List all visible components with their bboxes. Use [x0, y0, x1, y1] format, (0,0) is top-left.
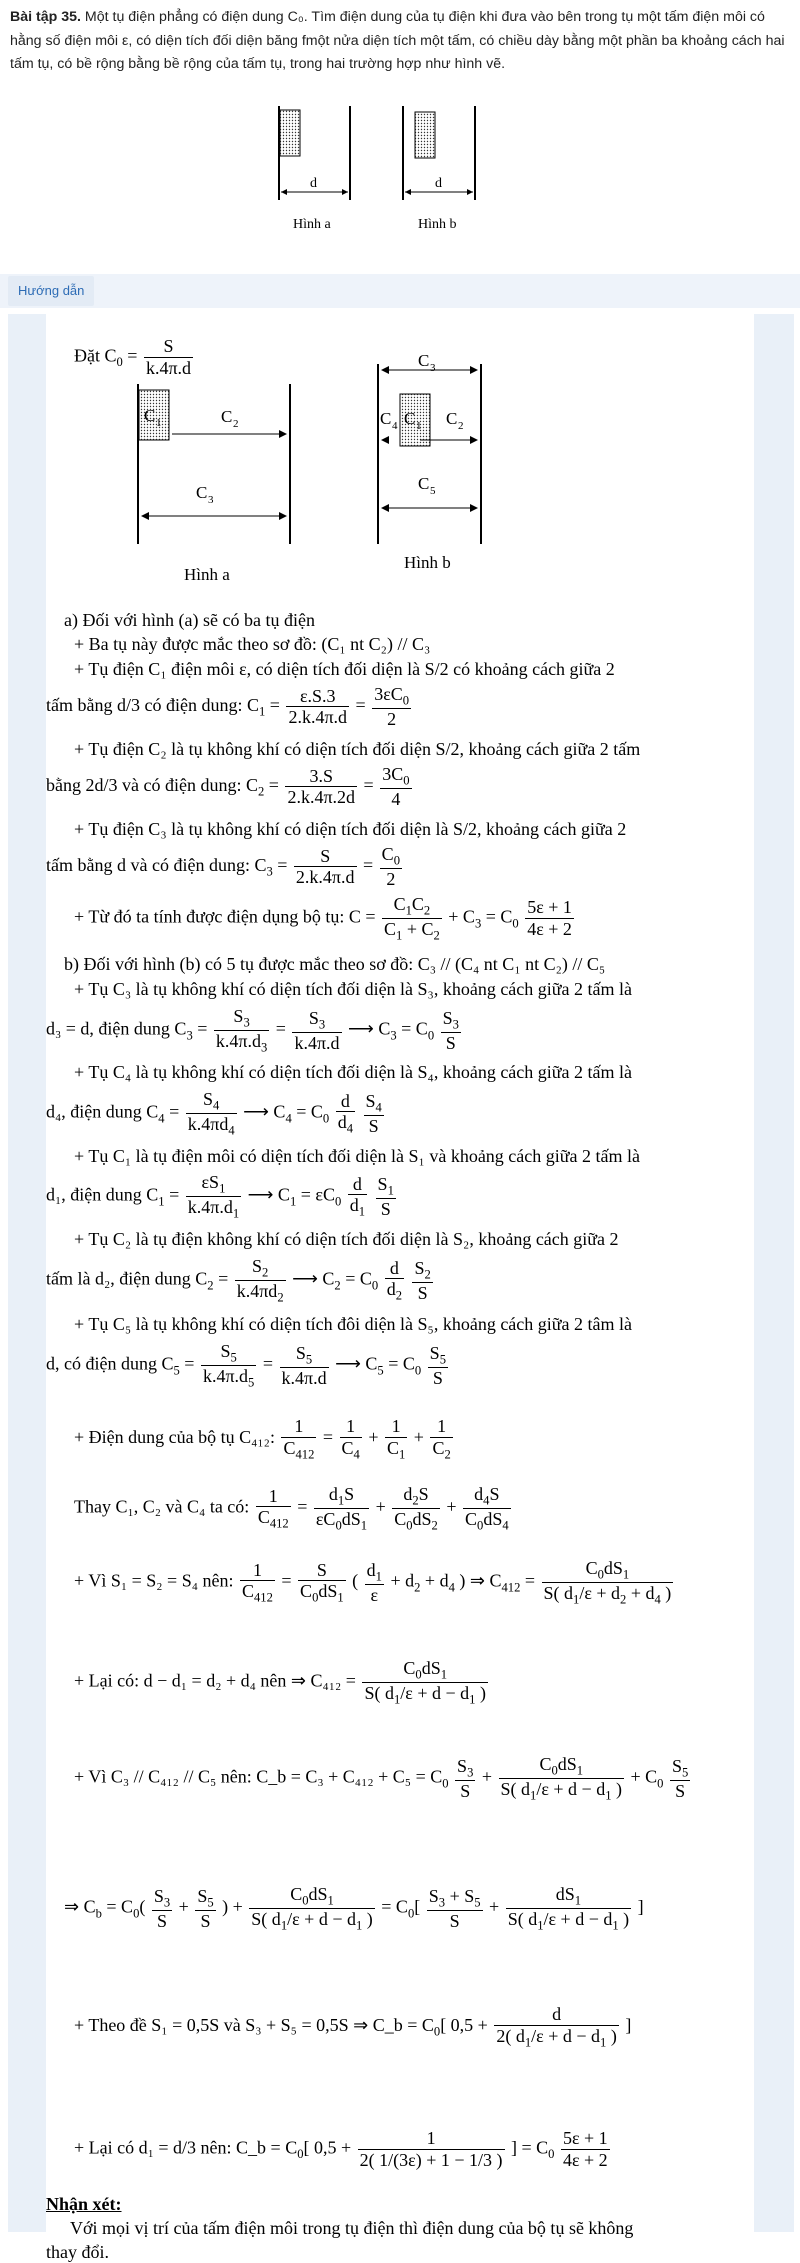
- part-a-title: a) Đối với hình (a) sẽ có ba tụ điện: [64, 610, 315, 630]
- fig-a-label: Hình a: [293, 217, 331, 232]
- part-b-6: + Điện dung của bộ tụ C₄₁₂: $\frac{1}{C_{412}}$ = $\frac{1}{C_4}$ + $\frac{1}{C_1}$ + $\frac{1}{C_2}$: [74, 1416, 451, 1462]
- part-b-5a: + Tụ C₅ là tụ không khí có diện tích đôi diện là S₅, khoảng cách giữa 2 tâm là: [74, 1314, 633, 1334]
- fig-a-d: d: [310, 176, 317, 191]
- part-a-2a: + Tụ điện C₁ điện môi ε, có diện tích đối diện là S/2 có khoảng cách giữa 2: [74, 659, 615, 679]
- part-b-4b: tấm là d₂, điện dung $C_2$ = $\frac{S_2}{k.4\pi d_2}$ ⟶ $C_2 = C_0$ $\frac{d}{d_2}$ $\frac{S_2}{S}$: [46, 1256, 431, 1305]
- problem-label: Bài tập 35.: [10, 9, 81, 25]
- part-b-4a: + Tụ C₂ là tụ điện không khí có diện tích đối diện là S₂, khoảng cách giữa 2: [74, 1229, 619, 1249]
- solution-figures: [116, 351, 616, 594]
- svg-text:2: 2: [458, 420, 464, 432]
- svg-text:C: C: [380, 409, 392, 428]
- part-a-5: + Từ đó ta tính được điện dụng bộ tụ: C = $\frac{C_1C_2}{C_1 + C_2}$ + $C_3 = C_0$ $\frac{5\varepsilon + 1}{4\varepsilon + 2}$: [74, 894, 572, 943]
- problem-statement: [10, 6, 785, 77]
- part-b-3b: d₁, điện dung $C_1$ = $\frac{\varepsilon S_1}{k.4\pi.d_1}$ ⟶ $C_1 = \varepsilon C_0$ $\frac{d}{d_1}$ $\frac{S_1}{S}$: [46, 1172, 394, 1221]
- part-b-3a: + Tụ C₁ là tụ điện môi có diện tích đối diện là S₁ và khoảng cách giữa 2 tấm là: [74, 1146, 640, 1166]
- part-b-1b: d₃ = d, điện dung $C_3$ = $\frac{S_3}{k.4\pi.d_3}$ = $\frac{S_3}{k.4\pi.d}$ ⟶ $C_3 = C_0$ $\frac{S_3}{S}$: [46, 1006, 459, 1055]
- part-a-4a: + Tụ điện C₃ là tụ không khí có diện tích đối diện là S/2, khoảng cách giữa 2: [74, 819, 627, 839]
- figure-a: [279, 106, 350, 232]
- svg-text:C: C: [196, 483, 208, 502]
- svg-text:C: C: [221, 407, 233, 426]
- svg-text:C: C: [418, 474, 430, 493]
- svg-text:5: 5: [430, 485, 436, 497]
- note-text-1: Với mọi vị trí của tấm điện môi trong tụ điện thì điện dung của bộ tụ sẽ không: [70, 2218, 634, 2238]
- guide-button[interactable]: Hướng dẫn: [8, 276, 94, 306]
- svg-text:C: C: [404, 409, 416, 428]
- part-a-2b: tấm bằng d/3 có điện dung: $C_1$ = $\frac{\varepsilon.S.3}{2.k.4\pi.d}$ = $\frac{3\varepsilon C_0}{2}$: [46, 684, 410, 730]
- note-title: Nhận xét:: [46, 2194, 122, 2214]
- part-b-5b: d, có điện dung $C_5$ = $\frac{S_5}{k.4\pi.d_5}$ = $\frac{S_5}{k.4\pi.d}$ ⟶ $C_5 = C_0$ $\frac{S_5}{S}$: [46, 1341, 446, 1390]
- part-b-12: + Theo đề S₁ = 0,5S và S₃ + S₅ = 0,5S ⇒ C_b = $C_0$[ 0,5 + $\frac{d}{2( d_1/\varepsilon + d - d_1 )}$ ]: [74, 2004, 632, 2050]
- svg-text:C: C: [144, 406, 156, 425]
- part-a-3b: bằng 2d/3 và có điện dung: $C_2$ = $\frac{3.S}{2.k.4\pi.2d}$ = $\frac{3C_0}{4}$: [46, 764, 410, 810]
- figure-b: [403, 106, 475, 232]
- part-a-3a: + Tụ điện C₂ là tụ không khí có diện tích đối diện S/2, khoảng cách giữa 2 tấm: [74, 739, 641, 759]
- svg-text:1: 1: [416, 420, 422, 432]
- part-b-title: b) Đối với hình (b) có 5 tụ được mắc theo sơ đồ: C₃ // (C₄ nt C₁ nt C₂) // C₅: [64, 954, 606, 974]
- part-b-10: + Vì C₃ // C₄₁₂ // C₅ nên: C_b = $C_3 + C_{412} + C_5 = C_0$ $\frac{S_3}{S}$ + $\frac{C_0dS_1}{S( d_1/\varepsilon + d - d_1 )}$ + $C_0$ $\frac{S_5}{S}$: [74, 1754, 689, 1803]
- part-b-9: + Lại có: d − d₁ = d₂ + d₄ nên ⇒ C₄₁₂ = $\frac{C_0dS_1}{S( d_1/\varepsilon + d - d_1 )}$: [74, 1658, 486, 1707]
- set-c0: Đặt $C_0$ = $\frac{S}{k.4\pi.d}$: [74, 336, 192, 378]
- solution-image: [46, 314, 754, 2262]
- part-b-13: + Lại có d₁ = d/3 nên: C_b = $C_0$[ 0,5 + $\frac{1}{2( 1/(3\varepsilon) + 1 - 1/3 )}$ ] = $C_0$ $\frac{5\varepsilon + 1}{4\varepsilon + 2}$: [74, 2128, 608, 2170]
- sol-fig-b-label: Hình b: [404, 553, 451, 572]
- guide-bar: [0, 274, 800, 308]
- svg-text:C: C: [418, 351, 430, 370]
- part-b-2a: + Tụ C₄ là tụ không khí có diện tích đối diện là S₄, khoảng cách giữa 2 tấm là: [74, 1062, 633, 1082]
- note-text-2: thay đổi.: [46, 2242, 109, 2262]
- problem-text: Một tụ điện phẳng có điện dung C₀. Tìm điện dung của tụ điện khi đưa vào bên trong tụ một tấm điện môi có hằng số điện môi ε, có diện tích đối diện băng fmột nửa diện tích một tấm, có chiều dày bằng một phần ba khoảng cách hai tấm tụ, có bề rộng bằng bề rộng của tấm tụ, trong hai trường hợp như hình vẽ.: [10, 9, 785, 73]
- part-a-1: + Ba tụ này được mắc theo sơ đồ: (C₁ nt C₂) // C₃: [74, 634, 431, 654]
- part-b-1a: + Tụ C₃ là tụ không khí có diện tích đối diện là S₃, khoảng cách giữa 2 tấm là: [74, 979, 633, 999]
- svg-text:C: C: [446, 409, 458, 428]
- svg-text:3: 3: [430, 362, 436, 374]
- fig-b-d: d: [435, 176, 442, 191]
- svg-text:3: 3: [208, 494, 214, 506]
- sol-fig-a-label: Hình a: [184, 565, 230, 584]
- svg-text:1: 1: [156, 417, 162, 429]
- part-b-11: ⇒ $C_b = C_0$( $\frac{S_3}{S}$ + $\frac{S_5}{S}$ ) + $\frac{C_0dS_1}{S( d_1/\varepsilon + d - d_1 )}$ = $C_0$[ $\frac{S_3 + S_5}{S}$ + $\frac{dS_1}{S( d_1/\varepsilon + d - d_1 )}$ ]: [64, 1884, 644, 1933]
- fig-b-label: Hình b: [418, 217, 457, 232]
- part-b-7: Thay C₁, C₂ và C₄ ta có: $\frac{1}{C_{412}}$ = $\frac{d_1S}{\varepsilon C_0dS_1}$ + $\frac{d_2S}{C_0dS_2}$ + $\frac{d_4S}{C_0dS_4}$: [74, 1484, 509, 1533]
- part-a-4b: tấm bằng d và có điện dung: $C_3$ = $\frac{S}{2.k.4\pi.d}$ = $\frac{C_0}{2}$: [46, 844, 400, 890]
- svg-text:4: 4: [392, 420, 398, 432]
- problem-figure: [255, 104, 525, 244]
- part-b-2b: d₄, điện dung $C_4$ = $\frac{S_4}{k.4\pi d_4}$ ⟶ $C_4 = C_0$ $\frac{d}{d_4}$ $\frac{S_4}{S}$: [46, 1089, 382, 1138]
- svg-text:2: 2: [233, 418, 239, 430]
- part-b-8: + Vì S₁ = S₂ = S₄ nên: $\frac{1}{C_{412}}$ = $\frac{S}{C_0dS_1}$ ( $\frac{d_1}{\varepsilon}$ + $d_2 + d_4$ ) ⇒ $C_{412}$ = $\frac{C_0dS_1}{S( d_1/\varepsilon + d_2 + d_4 )}$: [74, 1558, 672, 1607]
